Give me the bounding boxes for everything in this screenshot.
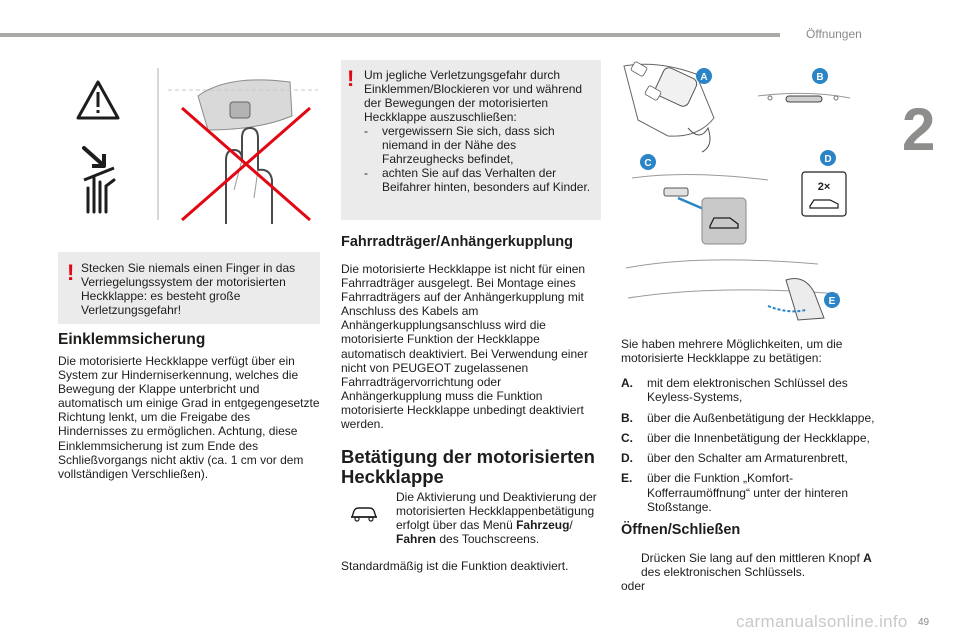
warning-exclamation-icon: ! xyxy=(67,260,75,285)
list-item xyxy=(621,411,889,425)
chapter-number: 2 xyxy=(902,96,936,163)
watermark: carmanualsonline.info xyxy=(736,612,908,631)
list-dash: - xyxy=(364,124,368,138)
page-number: 49 xyxy=(918,617,930,628)
tailgate-button-icon xyxy=(702,198,746,244)
hand-icon xyxy=(84,168,114,212)
options-list xyxy=(621,376,889,514)
option-text: über die Innenbetätigung der Heckklappe, xyxy=(647,430,870,445)
menu-name: Fahrzeug xyxy=(516,518,570,533)
heading-fahrradtraeger: Fahrradträger/Anhängerkupplung xyxy=(341,234,574,250)
heading-oeffnen-schliessen: Öffnen/Schließen xyxy=(621,522,741,538)
key-a-label: A xyxy=(863,551,872,565)
option-key: C. xyxy=(621,430,633,445)
dashboard-switch-icon xyxy=(802,172,846,216)
option-text: mit dem elektronischen Schlüssel des Keyless-Systems, xyxy=(647,376,848,405)
callout-a-badge xyxy=(696,68,712,84)
option-key: E. xyxy=(621,471,633,486)
car-tailgate-icon xyxy=(349,503,379,523)
svg-text:C: C xyxy=(644,158,652,169)
warning-injury-item: achten Sie auf das Verhalten der Beifahrer hinten, besonders auf Kinder. xyxy=(382,166,591,194)
callout-c-badge xyxy=(640,154,656,170)
einklemm-text: Die motorisierte Heckklappe verfügt über ein System zur Hinderniserkennung, welches die Bewegung der Klappe unterbricht und automatisch um einige Grad in entgegengesetzte Richtung lenkt, um die Freigabe des Hindernisses zu ermöglichen. Achtung, diese Einklemmsicherung ist zum Ende des Schließvorgangs nicht aktiv (ca. 1 cm vor dem vollständigen Verschließen). xyxy=(58,354,320,481)
svg-text:2×: 2× xyxy=(817,181,831,193)
warning-box-injury xyxy=(341,60,601,220)
arrow-down-right-icon xyxy=(84,148,104,166)
list-dash: - xyxy=(364,166,368,180)
submenu-name: Fahren xyxy=(396,532,437,547)
warning-injury-item: vergewissern Sie sich, dass sich niemand in der Nähe des Fahrzeughecks befindet, xyxy=(382,124,555,166)
fahrrad-text: Die motorisierte Heckklappe ist nicht für einen Fahrradträger ausgelegt. Bei Montage eines Fahrradträgers auf der Anhängerkupplung mit Anschluss des Kabels am Anhängerkupplungsanschluss wird die motorisierte Funktion der Heckklappe automatisch deaktiviert. Bei Verwendung einer nicht von PEUGEOT zugelassenen Fahrradträgervorrichtung oder Anhängerkupplung muss die Funktion motorisierte Heckklappe unbedingt deaktiviert werden. xyxy=(341,262,588,432)
warning-box-finger xyxy=(58,252,320,324)
default-state-text: Standardmäßig ist die Funktion deaktiviert. xyxy=(341,559,569,573)
tailgate-lock-drawing xyxy=(168,80,318,224)
header-rule-right xyxy=(480,33,780,37)
svg-text:A: A xyxy=(700,72,708,83)
list-item xyxy=(621,451,889,465)
list-item xyxy=(621,431,889,445)
list-item xyxy=(621,471,873,514)
svg-text:E: E xyxy=(828,296,836,307)
option-key: B. xyxy=(621,410,633,425)
warning-exclamation-icon: ! xyxy=(347,66,355,91)
heading-betaetigung: Betätigung der motorisierten Heckklappe xyxy=(341,446,595,487)
option-key: A. xyxy=(621,376,633,390)
tailgate-controls-illustration xyxy=(618,58,850,330)
callout-b-badge xyxy=(812,68,828,84)
header-rule-left xyxy=(0,33,480,37)
interior-handle-drawing xyxy=(632,174,768,210)
options-intro: Sie haben mehrere Möglichkeiten, um die motorisierte Heckklappe zu betätigen: xyxy=(621,337,843,366)
callout-e-badge xyxy=(824,292,840,308)
warning-finger-text: Stecken Sie niemals einen Finger in das Verriegelungssystem der motorisierten Heckklappe: es besteht große Verletzungsgefahr! xyxy=(81,261,296,317)
exterior-handle-drawing xyxy=(758,93,850,102)
section-title: Öffnungen xyxy=(806,27,862,41)
heading-einklemmsicherung: Einklemmsicherung xyxy=(58,331,206,348)
list-item xyxy=(621,376,889,405)
betaetigung-text: Die Aktivierung und Deaktivierung der motorisierten Heckklappenbetätigung erfolgt über das Menü Fahrzeug/ Fahren des Touchscreens. xyxy=(396,490,597,547)
oeffnen-or: oder xyxy=(621,579,646,593)
rear-bumper-foot-drawing xyxy=(626,260,838,320)
list-item xyxy=(364,166,596,194)
warning-injury-intro: Um jegliche Verletzungsgefahr durch Einklemmen/Blockieren vor und während der Bewegungen der motorisierten Heckklappe auszuschließen: xyxy=(364,68,583,124)
option-key: D. xyxy=(621,451,633,466)
svg-text:B: B xyxy=(816,72,824,83)
warning-triangle-icon xyxy=(78,82,118,118)
oeffnen-step: Drücken Sie lang auf den mittleren Knopf A des elektronischen Schlüssels. xyxy=(641,551,872,580)
finger-warning-illustration xyxy=(58,60,326,228)
option-text: über den Schalter am Armaturenbrett, xyxy=(647,451,848,466)
callout-d-badge xyxy=(820,150,836,166)
svg-text:D: D xyxy=(824,154,832,165)
list-item xyxy=(364,124,596,166)
option-text: über die Funktion „Komfort-Kofferraumöffnung“ unter der hinteren Stoßstange. xyxy=(647,471,849,515)
option-text: über die Außenbetätigung der Heckklappe, xyxy=(647,410,875,425)
